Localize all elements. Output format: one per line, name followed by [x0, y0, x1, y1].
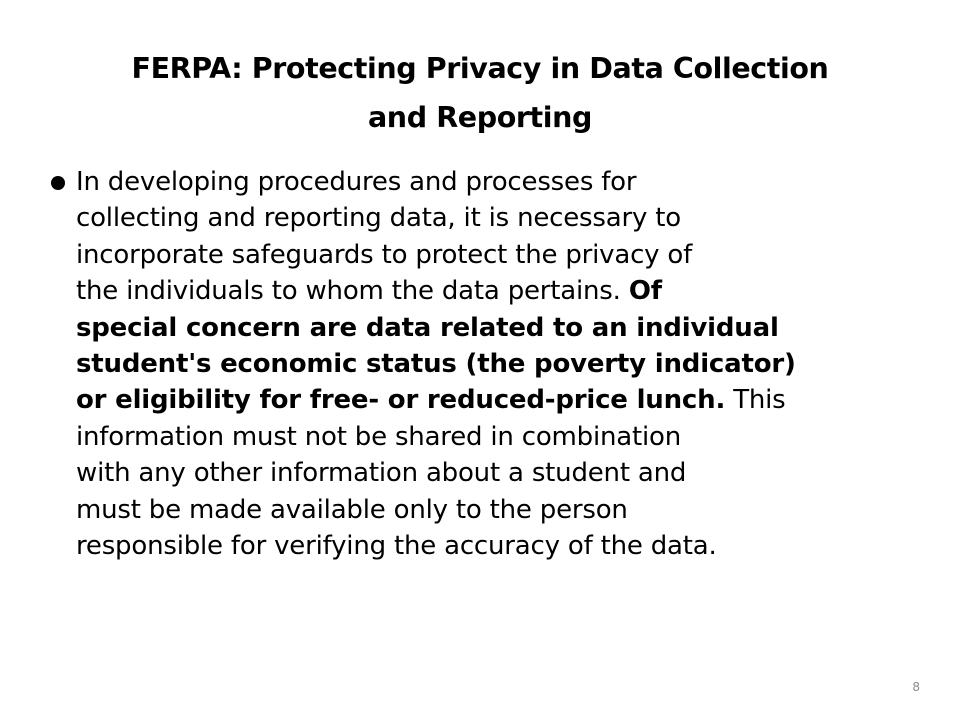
- bullet-dot-icon: [51, 176, 65, 190]
- bullet-text-line-9: with any other information about a student and: [76, 458, 687, 489]
- bullet-text-line-11: responsible for verifying the accuracy of the data.: [76, 531, 717, 562]
- bullet-text-regular-segment: This: [733, 385, 786, 416]
- bullet-text-line-10: must be made available only to the person: [76, 494, 628, 525]
- bullet-text-line-2: collecting and reporting data, it is necessary to: [76, 203, 681, 234]
- bullet-text-line-5: special concern are data related to an individual: [76, 312, 779, 343]
- slide-title: [70, 44, 890, 142]
- bullet-text-bold-segment: or eligibility for free- or reduced-price lunch.: [76, 385, 726, 416]
- bullet-text-line-6: student's economic status (the poverty indicator): [76, 349, 796, 380]
- bullet-text-regular-segment: the individuals to whom the data pertains.: [76, 276, 621, 307]
- bullet-text-line-7: [76, 382, 920, 418]
- bullet-text-line-4: [76, 273, 920, 309]
- bullet-text-line-1: In developing procedures and processes for: [76, 167, 637, 197]
- bullet-list: [50, 164, 920, 564]
- slide-title-line-1: FERPA: Protecting Privacy in Data Collection: [131, 52, 829, 85]
- bullet-text-line-3: incorporate safeguards to protect the privacy of: [76, 239, 693, 270]
- page-number: 8: [912, 680, 920, 694]
- slide-title-line-2: and Reporting: [367, 101, 593, 134]
- bullet-item: [50, 164, 920, 564]
- bullet-text-line-8: information must not be shared in combination: [76, 421, 682, 452]
- bullet-text-bold-segment: Of: [628, 276, 662, 307]
